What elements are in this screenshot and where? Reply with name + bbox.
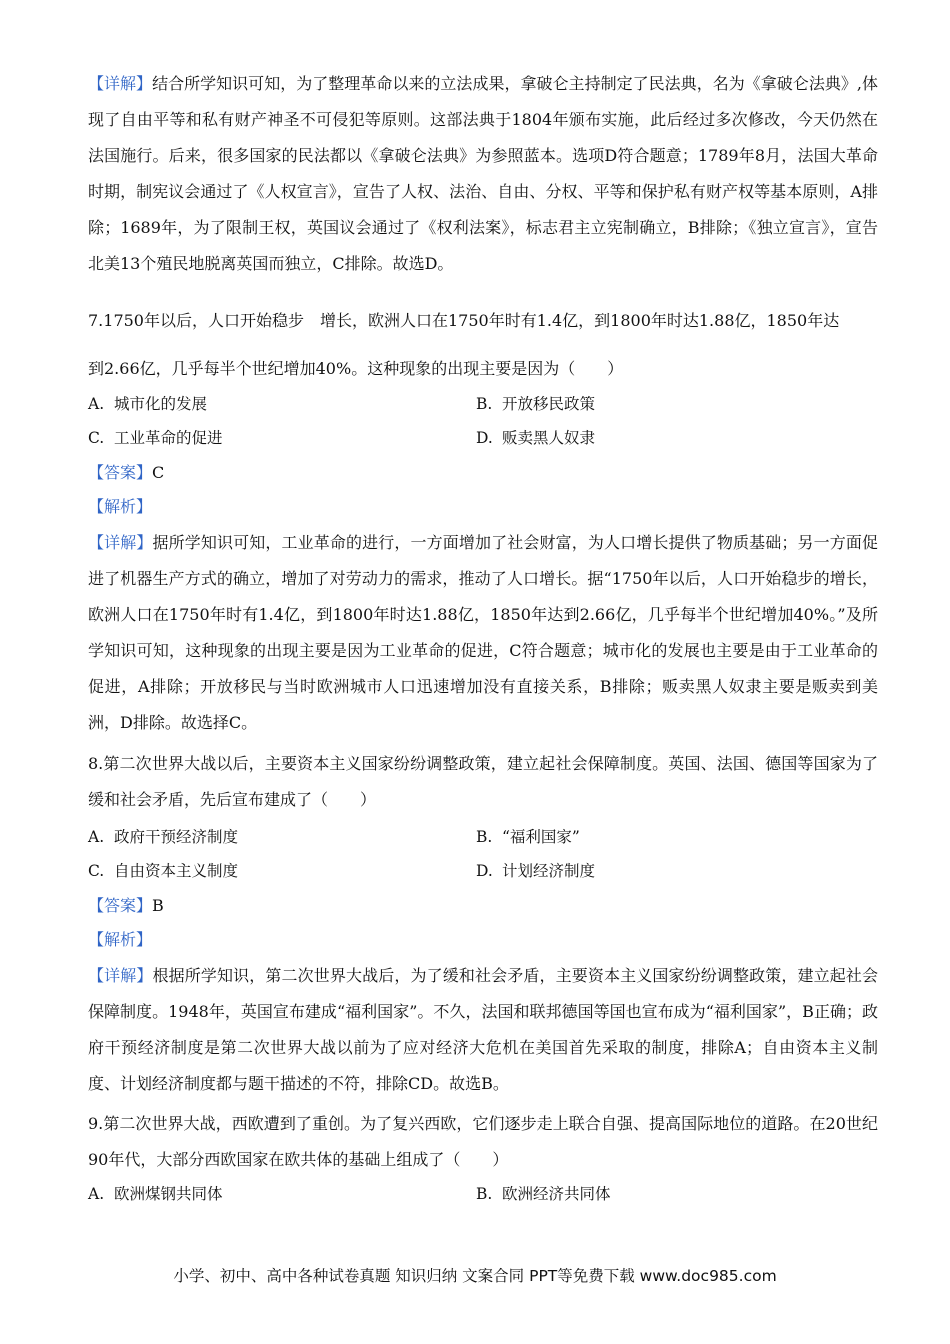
detail-tag: 【详解】 [88,74,153,93]
detail-text: 据所学知识可知，工业革命的进行，一方面增加了社会财富，为人口增长提供了物质基础；另一方面促进了机器生产方式的确立，增加了对劳动力的需求，推动了人口增长。据“1750年以后，人口开始稳步的增长，欧洲人口在1750年时有1.4亿，到1800年时达1.88亿，1850年达到2.66亿，几乎每半个世纪增加40%。”及所学知识可知，这种现象的出现主要是因为工业革命的促进，C符合题意；城市化的发展也主要是由于工业革命的促进，A排除；开放移民与当时欧洲城市人口迅速增加没有直接关系，B排除；贩卖黑人奴隶主要是贩卖到美洲，D排除。故选择C。 [88,533,878,732]
q7-analysis-label: 【解析】 [88,497,153,516]
q7-options-row2 [88,421,878,455]
q8-detail-paragraph [88,958,878,1102]
detail-text: 根据所学知识，第二次世界大战后，为了缓和社会矛盾，主要资本主义国家纷纷调整政策，建立起社会保障制度。1948年，英国宣布建成“福利国家”。不久，法国和联邦德国等国也宣布成为“福利国家”，B正确；政府干预经济制度是第二次世界大战以前为了应对经济大危机在美国首先采取的制度，排除A；自由资本主义制度、计划经济制度都与题干描述的不符，排除CD。故选B。 [88,966,878,1093]
q9-options-row1 [88,1177,878,1211]
detail-tag: 【详解】 [88,966,153,985]
q8-options-row1 [88,820,878,854]
prev-detail-paragraph [88,66,878,282]
q7-option-d: D. 贩卖黑人奴隶 [476,429,596,447]
q8-option-b: B. “福利国家” [476,828,580,846]
q8-analysis-label: 【解析】 [88,930,153,949]
q8-option-c: C. 自由资本主义制度 [88,862,239,880]
answer-tag: 【答案】 [88,463,153,482]
prev-detail-block [88,66,878,282]
q7-detail-block [88,525,878,741]
page-footer: 小学、初中、高中各种试卷真题 知识归纳 文案合同 PPT等免费下载 www.doc985.com [173,1267,777,1285]
q9-option-a: A. 欧洲煤钢共同体 [88,1185,223,1203]
q8-stem: 8.第二次世界大战以后，主要资本主义国家纷纷调整政策，建立起社会保障制度。英国、法国、德国等国家为了缓和社会矛盾，先后宣布建成了（ ） [88,754,878,809]
q7-option-c: C. 工业革命的促进 [88,429,223,447]
q9-stem: 9.第二次世界大战，西欧遭到了重创。为了复兴西欧，它们逐步走上联合自强、提高国际地位的道路。在20世纪90年代，大部分西欧国家在欧共体的基础上组成了（ ） [88,1114,878,1169]
q9-stem-block [88,1106,878,1178]
q7-detail-paragraph [88,525,878,741]
q7-stem-line2: 到2.66亿，几乎每半个世纪增加40%。这种现象的出现主要是因为（ ） [88,359,624,378]
detail-text: 结合所学知识可知，为了整理革命以来的立法成果，拿破仑主持制定了民法典，名为《拿破仑法典》,体现了自由平等和私有财产神圣不可侵犯等原则。这部法典于1804年颁布实施，此后经过多次修改，今天仍然在法国施行。后来，很多国家的民法都以《拿破仑法典》为参照蓝本。选项D符合题意；1789年8月，法国大革命时期，制宪议会通过了《人权宣言》，宣告了人权、法治、自由、分权、平等和保护私有财产权等基本原则，A排除；1689年，为了限制王权，英国议会通过了《权利法案》，标志君主立宪制确立，B排除；《独立宣言》，宣告北美13个殖民地脱离英国而独立，C排除。故选D。 [88,74,878,273]
q8-detail-block [88,958,878,1102]
detail-tag: 【详解】 [88,533,153,552]
q8-stem-block [88,746,878,818]
q7-stem-line1: 7.1750年以后，人口开始稳步 增长，欧洲人口在1750年时有1.4亿，到1800年时达1.88亿，1850年达 [88,311,840,330]
q8-option-d: D. 计划经济制度 [476,862,596,880]
q8-options-row2 [88,854,878,888]
q7-option-a: A. 城市化的发展 [88,395,208,413]
q7-option-b: B. 开放移民政策 [476,395,596,413]
answer-value: B [152,896,164,915]
q8-answer [88,889,164,923]
q8-option-a: A. 政府干预经济制度 [88,828,239,846]
q9-option-b: B. 欧洲经济共同体 [476,1185,611,1203]
q7-options-row1 [88,387,878,421]
q7-answer [88,456,164,490]
answer-tag: 【答案】 [88,896,153,915]
answer-value: C [152,463,165,482]
